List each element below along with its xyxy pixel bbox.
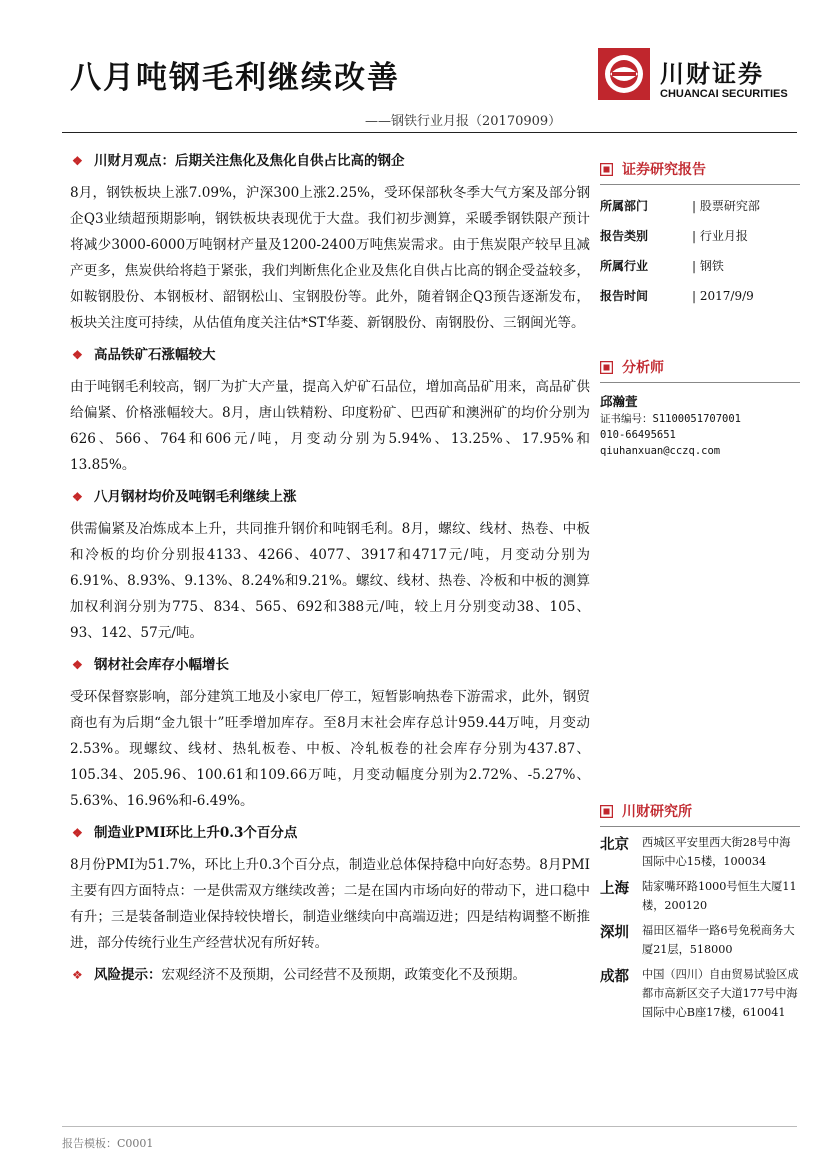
report-info-panel <box>600 158 800 311</box>
section-iron-ore <box>70 342 590 478</box>
info-row-industry: 所属行业 | 钢铁 <box>600 259 724 273</box>
analyst-cert: 证书编号：S1100051707001 <box>600 413 742 425</box>
analyst-email[interactable]: qiuhanxuan@cczq.com <box>600 445 721 457</box>
office-city: 成都 <box>600 968 629 985</box>
section-body: 8月，钢铁板块上涨7.09%，沪深300上涨2.25%，受环保部秋冬季大气方案及部分钢企Q3业绩超预期影响，钢铁板块表现优于大盘。我们初步测算，采暖季钢铁限产预计将减少3000-6000万吨钢材产量及1200-2400万吨焦炭需求。由于焦炭限产较早且减产更多，焦炭供给将趋于紧张，我们判断焦化企业及焦化自供占比高的钢企受益较多，如鞍钢股份、本钢板材、韶钢松山、宝钢股份等。此外，随着钢企Q3预告逐渐发布，板块关注度可持续，从估值角度关注估*ST华菱、新钢股份、南钢股份、三钢闽光等。 <box>70 185 590 331</box>
section-body: 8月份PMI为51.7%，环比上升0.3个百分点，制造业总体保持稳中向好态势。8月PMI主要有四方面特点：一是供需双方继续改善；二是在国内市场向好的带动下，进口稳中有升；三是装备制造业保持较快增长，制造业继续向中高端迈进；四是结构调整不断推进，部分传统行业生产经营状况有所好转。 <box>70 857 590 951</box>
office-chengdu <box>600 965 800 1022</box>
risk-text: 宏观经济不及预期，公司经营不及预期，政策变化不及预期。 <box>161 967 526 983</box>
company-logo <box>598 48 798 108</box>
report-subtitle: ——钢铁行业月报（20170909） <box>365 114 562 129</box>
report-square-icon <box>600 163 613 176</box>
office-address: 中国（四川）自由贸易试验区成都市高新区交子大道177号中海国际中心B座17楼，610041 <box>642 968 799 1019</box>
info-row-date: 报告时间 | 2017/9/9 <box>600 289 754 303</box>
section-heading: ❖ 川财月观点：后期关注焦化及焦化自供占比高的钢企 <box>70 148 590 174</box>
main-content <box>70 146 590 988</box>
section-body: 受环保督察影响，部分建筑工地及小家电厂停工，短暂影响热卷下游需求，此外，钢贸商也有为后期“金九银十”旺季增加库存。至8月末社会库存总计959.44万吨，月变动2.53%。现螺纹、线材、热轧板卷、中板、冷轧板卷的社会库存分别为437.87、105.34、205.96、100.61和109.66万吨，月变动幅度分别为2.72%、-5.27%、5.63%、16.96%和-6.49%。 <box>70 689 590 809</box>
analyst-name: 邱瀚萱 <box>600 394 638 409</box>
office-address: 陆家嘴环路1000号恒生大厦11楼，200120 <box>642 880 797 912</box>
office-address: 福田区福华一路6号免税商务大厦21层，518000 <box>642 924 795 956</box>
section-body: 供需偏紧及冶炼成本上升，共同推升钢价和吨钢毛利。8月，螺纹、线材、热卷、中板和冷板的均价分别报4133、4266、4077、3917和4717元/吨，月变动分别为6.91%、8.93%、9.13%、8.24%和9.21%。螺纹、线材、热卷、冷板和中板的测算加权利润分别为775、834、565、692和388元/吨，较上月分别变动38、105、93、142、57元/吨。 <box>70 521 590 641</box>
header-divider <box>62 132 797 133</box>
office-address: 西城区平安里西大街28号中海国际中心15楼，100034 <box>642 836 791 868</box>
section-inventory <box>70 652 590 814</box>
logo-text-cn: 川财证券 <box>660 60 764 88</box>
diamond-bullet-icon: ❖ <box>72 348 83 362</box>
risk-warning <box>70 962 590 988</box>
side-divider <box>600 184 800 185</box>
office-shenzhen <box>600 921 800 959</box>
office-city: 北京 <box>600 836 629 853</box>
side-divider <box>600 826 800 827</box>
report-heading: 证券研究报告 <box>600 158 800 182</box>
analyst-phone: 010-66495651 <box>600 429 676 441</box>
section-steel-price <box>70 484 590 646</box>
info-row-department: 所属部门 | 股票研究部 <box>600 199 760 213</box>
institute-square-icon <box>600 805 613 818</box>
report-title: 八月吨钢毛利继续改善 <box>70 60 400 96</box>
office-city: 上海 <box>600 880 629 897</box>
diamond-bullet-icon: ❖ <box>72 490 83 504</box>
analyst-heading: 分析师 <box>600 356 800 380</box>
footer-divider <box>62 1126 797 1127</box>
office-shanghai <box>600 877 800 915</box>
risk-label: 风险提示： <box>94 967 162 983</box>
section-pmi <box>70 820 590 956</box>
section-heading: ❖ 高品铁矿石涨幅较大 <box>70 342 590 368</box>
info-row-category: 报告类别 | 行业月报 <box>600 229 748 243</box>
analyst-square-icon <box>600 361 613 374</box>
institute-panel <box>600 800 800 1022</box>
diamond-bullet-icon: ❖ <box>72 826 83 840</box>
section-view <box>70 148 590 336</box>
diamond-bullet-icon: ❖ <box>72 658 83 672</box>
logo-text-en: CHUANCAI SECURITIES <box>660 88 788 100</box>
diamond-bullet-icon: ❖ <box>72 968 83 982</box>
section-body: 由于吨钢毛利较高，钢厂为扩大产量，提高入炉矿石品位，增加高品矿用来，高品矿供给偏紧、价格涨幅较大。8月，唐山铁精粉、印度粉矿、巴西矿和澳洲矿的均价分别为626、566、764和606元/吨，月变动分别为5.94%、13.25%、17.95%和13.85%。 <box>70 379 590 473</box>
section-heading: ❖ 制造业PMI环比上升0.3个百分点 <box>70 820 590 846</box>
footer-template-code: 报告模板：C0001 <box>62 1137 154 1150</box>
diamond-bullet-icon: ❖ <box>72 154 83 168</box>
institute-heading: 川财研究所 <box>600 800 800 824</box>
side-divider <box>600 382 800 383</box>
office-beijing <box>600 833 800 871</box>
section-heading: ❖ 八月钢材均价及吨钢毛利继续上涨 <box>70 484 590 510</box>
office-city: 深圳 <box>600 924 629 941</box>
section-heading: ❖ 钢材社会库存小幅增长 <box>70 652 590 678</box>
logo-mark-icon <box>598 48 650 100</box>
analyst-panel <box>600 356 800 459</box>
